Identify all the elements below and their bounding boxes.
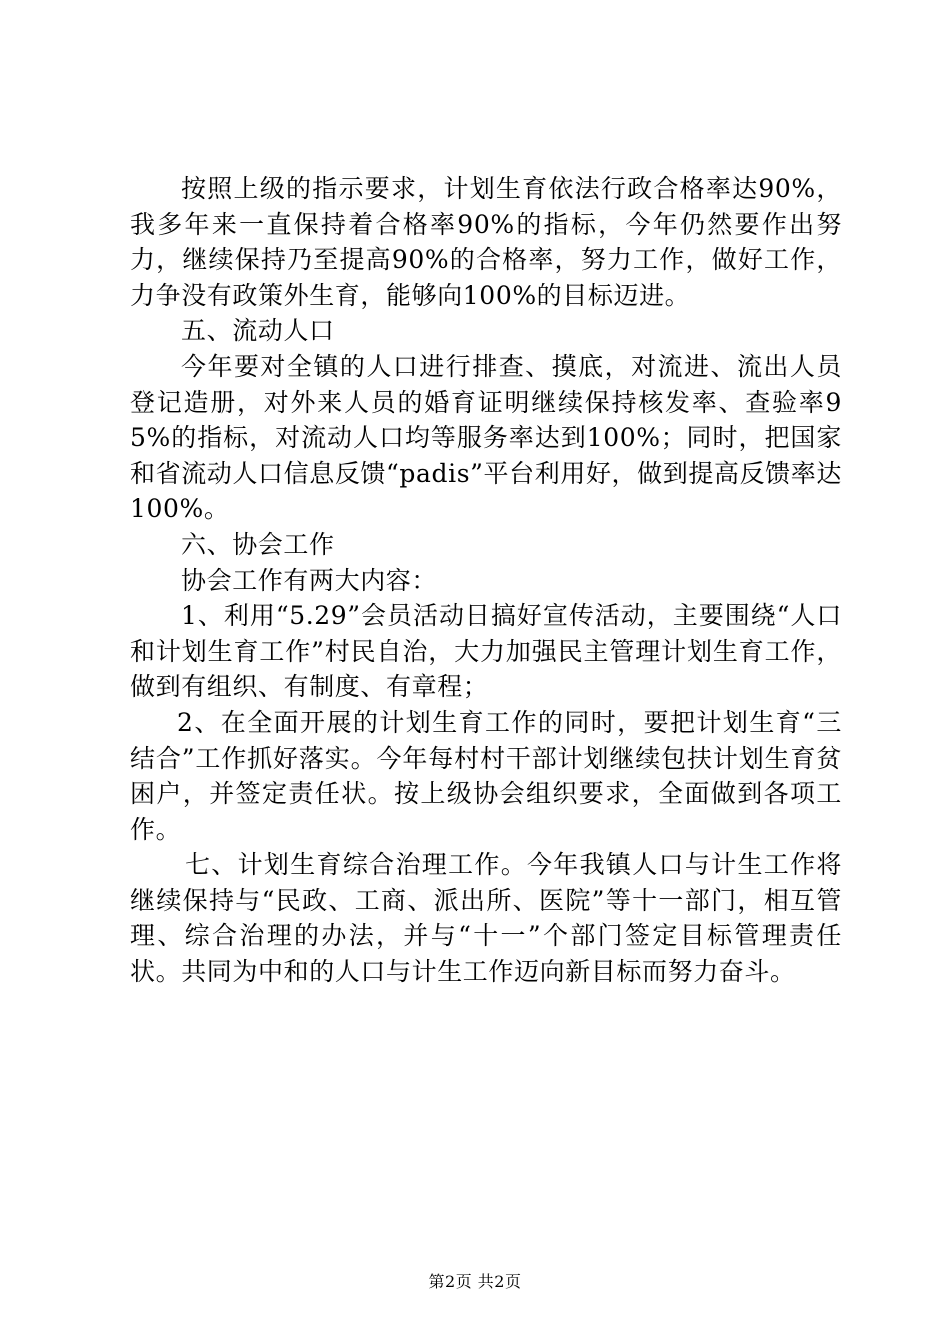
paragraph-floating-population: 今年要对全镇的人口进行排查、摸底，对流进、流出人员登记造册，对外来人员的婚育证明继续保持核发率、查验率95%的指标，对流动人口均等服务率达到100%；同时，把国家和省流动人口信息反馈“padis”平台利用好，做到提高反馈率达100%。 [130, 351, 842, 524]
page-number-footer: 第2页 共2页 [428, 1272, 522, 1291]
heading-association-work: 六、协会工作 [181, 529, 335, 559]
paragraph-association-item-1: 1、利用“5.29”会员活动日搞好宣传活动，主要围绕“人口和计划生育工作”村民自治，大力加强民主管理计划生育工作，做到有组织、有制度、有章程； [130, 601, 842, 702]
document-body [130, 171, 842, 990]
paragraph-association-intro: 协会工作有两大内容： [181, 565, 438, 595]
paragraph-comprehensive-management: 七、计划生育综合治理工作。今年我镇人口与计生工作将继续保持与“民政、工商、派出所、医院”等十一部门，相互管理、综合治理的办法，并与“十一”个部门签定目标管理责任状。共同为中和的人口与计生工作迈向新目标而努力奋斗。 [130, 850, 842, 987]
paragraph-association-item-2: 2、在全面开展的计划生育工作的同时，要把计划生育“三结合”工作抓好落实。今年每村村干部计划继续包扶计划生育贫困户，并签定责任状。按上级协会组织要求，全面做到各项工作。 [130, 707, 842, 844]
heading-floating-population: 五、流动人口 [181, 316, 335, 346]
paragraph-compliance-rate: 按照上级的指示要求，计划生育依法行政合格率达90%，我多年来一直保持着合格率90%的指标，今年仍然要作出努力，继续保持乃至提高90%的合格率，努力工作，做好工作，力争没有政策外生育，能够向100%的目标迈进。 [130, 174, 842, 310]
